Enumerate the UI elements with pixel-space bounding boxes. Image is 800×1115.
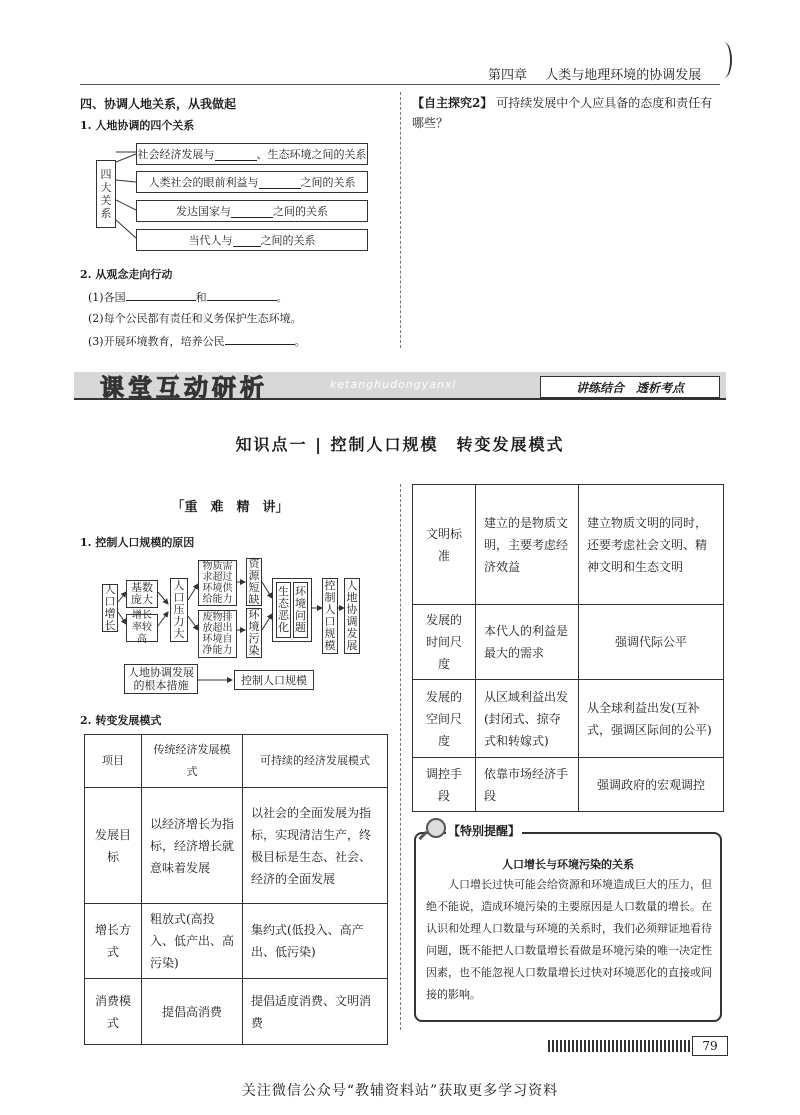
table-cell: 调控手段 bbox=[413, 758, 476, 812]
table-header-row bbox=[85, 735, 388, 788]
magnifier-icon bbox=[426, 818, 446, 838]
action-item-1: (1)各国 和 。 bbox=[88, 288, 288, 305]
node-pop-growth: 人口增长 bbox=[102, 584, 118, 632]
table-cell: 文明标准 bbox=[413, 485, 476, 605]
table-cell: 粗放式(高投入、低产出、高污染) bbox=[142, 904, 243, 979]
footer-note: 关注微信公众号“教辅资料站”获取更多学习资料 bbox=[241, 1083, 559, 1099]
table-cell: 发展目标 bbox=[85, 788, 142, 904]
node-pop-pressure: 人口压力大 bbox=[170, 578, 188, 642]
node-base-large: 基数庞大 bbox=[126, 580, 158, 608]
table-cell: 建立的是物质文明，主要考虑经济效益 bbox=[476, 485, 579, 605]
section4-sub1: 1. 人地协调的四个关系 bbox=[80, 119, 195, 132]
banner-pinyin: ketanghudongyanxi bbox=[330, 378, 457, 391]
table-header: 项目 bbox=[85, 735, 142, 788]
table-cell: 建立物质文明的同时，还要考虑社会文明、精神文明和生态文明 bbox=[579, 485, 724, 605]
relation-box-3: 发达国家与 之间的关系 bbox=[136, 200, 368, 222]
table-cell: 从全球利益出发(互补式，强调区际间的公平) bbox=[579, 680, 724, 758]
table-row bbox=[413, 758, 724, 812]
table-cell: 集约式(低投入、高产出、低污染) bbox=[243, 904, 388, 979]
node-env-problem: 环境问题 bbox=[293, 582, 308, 638]
relation-box-4: 当代人与 之间的关系 bbox=[136, 229, 368, 251]
action-item-2: (2)每个公民都有责任和义务保护生态环境。 bbox=[88, 312, 302, 325]
table-cell: 本代人的利益是最大的需求 bbox=[476, 605, 579, 680]
table-row bbox=[85, 788, 388, 904]
table-header: 传统经济发展模式 bbox=[142, 735, 243, 788]
table-row bbox=[413, 605, 724, 680]
column-divider-bottom bbox=[400, 484, 401, 1030]
table-header: 可持续的经济发展模式 bbox=[243, 735, 388, 788]
four-relations-label: 四大关系 bbox=[96, 160, 116, 228]
chapter-number: 第四章 bbox=[488, 68, 528, 83]
node-resource-short: 资源短缺 bbox=[246, 558, 262, 606]
table-cell: 强调代际公平 bbox=[579, 605, 724, 680]
notice-title: 人口增长与环境污染的关系 bbox=[502, 858, 634, 871]
table-cell: 以经济增长为指标，经济增长就意味着发展 bbox=[142, 788, 243, 904]
chapter-title: 人类与地理环境的协调发展 bbox=[545, 68, 702, 83]
node-env-pollution: 环境污染 bbox=[246, 608, 262, 658]
knowledge-title: 知识点一 | 控制人口规模 转变发展模式 bbox=[235, 435, 565, 454]
node-waste-exceed: 废物排放超出环境自净能力 bbox=[198, 610, 237, 658]
table-row bbox=[413, 485, 724, 605]
notice-label: 【特别提醒】 bbox=[448, 824, 521, 838]
node-harmony: 人地协调发展 bbox=[344, 578, 360, 654]
table-row bbox=[85, 904, 388, 979]
table-cell: 从区域利益出发(封闭式、掠夺式和转嫁式) bbox=[476, 680, 579, 758]
notice-text: 人口增长过快可能会给资源和环境造成巨大的压力，但绝不能说，造成环境污染的主要原因是人口数量的增长。在认识和处理人口数量与环境的关系时，我们必须辩证地看待问题，既不能把人口数量增长看做是环境污染的唯一决定性因素，也不能忽视人口数量增长过快对环境恶化的直接或间接的影响。 bbox=[426, 878, 712, 1001]
relation-box-1: 社会经济发展与 、生态环境之间的关系 bbox=[136, 143, 368, 165]
table-cell: 提倡适度消费、文明消费 bbox=[243, 979, 388, 1045]
key-title: 「重 难 精 讲」 bbox=[171, 500, 289, 515]
page-number-stripes bbox=[548, 1040, 690, 1052]
table-cell: 提倡高消费 bbox=[142, 979, 243, 1045]
relation-box-2: 人类社会的眼前利益与 之间的关系 bbox=[136, 171, 368, 193]
table-row bbox=[85, 979, 388, 1045]
table-cell: 增长方式 bbox=[85, 904, 142, 979]
control-title: 1. 控制人口规模的原因 bbox=[80, 536, 195, 549]
explore-text: 可持续发展中个人应具备的态度和责任有哪些？ bbox=[412, 96, 713, 130]
node-demand-exceed: 物质需求超过环境供给能力 bbox=[198, 560, 237, 606]
node-eco-worsen: 生态恶化 bbox=[276, 582, 291, 638]
table-cell: 消费模式 bbox=[85, 979, 142, 1045]
table-cell: 依靠市场经济手段 bbox=[476, 758, 579, 812]
transform-table-left bbox=[84, 734, 388, 1045]
table-cell: 强调政府的宏观调控 bbox=[579, 758, 724, 812]
page-number: 79 bbox=[692, 1036, 728, 1056]
action-item-3: (3)开展环境教育，培养公民 。 bbox=[88, 332, 306, 349]
transform-table-right bbox=[412, 484, 724, 812]
node-control-scale-2: 控制人口规模 bbox=[234, 670, 314, 690]
section4-sub2: 2. 从观念走向行动 bbox=[80, 268, 173, 281]
banner-title: 课堂互动研析 bbox=[100, 374, 268, 402]
node-control-scale: 控制人口规模 bbox=[322, 578, 338, 654]
banner-right: 讲练结合 透析考点 bbox=[540, 376, 720, 398]
explore-label: 【自主探究2】 bbox=[412, 96, 493, 110]
table-cell: 以社会的全面发展为指标，实现清洁生产，终极目标是生态、社会、经济的全面发展 bbox=[243, 788, 388, 904]
node-rate-high: 增长率较高 bbox=[126, 614, 158, 642]
table-cell: 发展的时间尺度 bbox=[413, 605, 476, 680]
node-basic-measure: 人地协调发展的根本措施 bbox=[124, 664, 198, 694]
table-cell: 发展的空间尺度 bbox=[413, 680, 476, 758]
transform-title: 2. 转变发展模式 bbox=[80, 714, 162, 727]
section4-title: 四、协调人地关系，从我做起 bbox=[80, 97, 237, 111]
table-row bbox=[413, 680, 724, 758]
